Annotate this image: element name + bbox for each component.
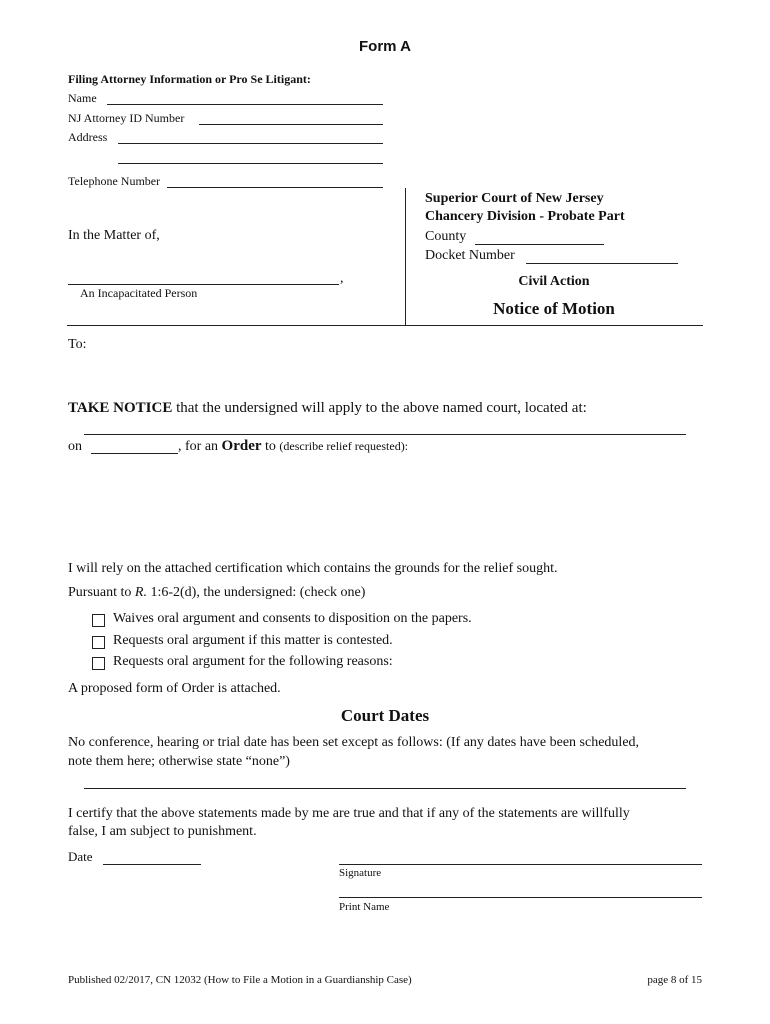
proposed-order-text: A proposed form of Order is attached. xyxy=(68,681,281,696)
option-reasons-label: Requests oral argument for the following reasons: xyxy=(113,654,393,669)
civil-action-label: Civil Action xyxy=(518,274,590,289)
court-dates-heading: Court Dates xyxy=(340,706,430,725)
option-waive-label: Waives oral argument and consents to disposition on the papers. xyxy=(113,611,472,626)
court-location-field[interactable] xyxy=(84,434,686,435)
waive-oral-argument-checkbox[interactable] xyxy=(92,614,105,627)
name-label: Name xyxy=(68,91,97,105)
take-notice-bold: TAKE NOTICE xyxy=(68,400,173,416)
document-title: Notice of Motion xyxy=(493,299,615,318)
name-field[interactable] xyxy=(107,104,383,105)
date-label: Date xyxy=(68,849,93,864)
motion-date-field[interactable] xyxy=(91,453,178,454)
person-comma: , xyxy=(340,271,344,286)
take-notice-rest: that the undersigned will apply to the above named court, located at: xyxy=(172,400,587,416)
request-oral-argument-contested-checkbox[interactable] xyxy=(92,636,105,649)
pursuant-suffix: 1:6-2(d), the undersigned: (check one) xyxy=(146,585,366,600)
attorney-id-field[interactable] xyxy=(199,124,383,125)
court-name: Superior Court of New Jersey xyxy=(425,191,604,206)
caption-bottom-rule xyxy=(67,325,703,326)
certify-text-line2: false, I am subject to punishment. xyxy=(68,824,257,839)
form-title: Form A xyxy=(359,38,411,55)
docket-label: Docket Number xyxy=(425,248,515,263)
incapacitated-person-label: An Incapacitated Person xyxy=(80,286,198,300)
person-name-field[interactable] xyxy=(68,284,339,285)
order-prefix: , for an xyxy=(178,439,222,454)
county-label: County xyxy=(425,229,467,244)
order-to: to xyxy=(261,439,280,454)
address-field-line1[interactable] xyxy=(118,143,383,144)
pursuant-rule: R. xyxy=(134,585,147,600)
county-field[interactable] xyxy=(475,244,604,245)
court-division: Chancery Division - Probate Part xyxy=(425,209,625,224)
telephone-label: Telephone Number xyxy=(68,174,161,188)
print-name-label: Print Name xyxy=(339,901,390,913)
matter-label: In the Matter of, xyxy=(68,228,160,243)
caption-divider xyxy=(405,188,406,325)
on-label: on xyxy=(68,439,82,454)
print-name-field[interactable] xyxy=(339,897,702,898)
filing-heading: Filing Attorney Information or Pro Se Litigant: xyxy=(68,72,311,86)
signature-label: Signature xyxy=(339,867,382,879)
option-contested-label: Requests oral argument if this matter is contested. xyxy=(113,633,393,648)
telephone-field[interactable] xyxy=(167,187,383,188)
attorney-id-label: NJ Attorney ID Number xyxy=(68,111,185,125)
court-dates-text-line1: No conference, hearing or trial date has been set except as follows: (If any dates have been scheduled, xyxy=(68,735,640,750)
order-bold: Order xyxy=(221,438,262,454)
court-dates-field[interactable] xyxy=(84,788,686,789)
pursuant-prefix: Pursuant to xyxy=(68,585,135,600)
docket-field[interactable] xyxy=(526,263,678,264)
date-field[interactable] xyxy=(103,864,201,865)
rely-text: I will rely on the attached certification which contains the grounds for the relief sought. xyxy=(68,561,558,576)
footer-published: Published 02/2017, CN 12032 (How to File a Motion in a Guardianship Case) xyxy=(68,974,412,986)
signature-field[interactable] xyxy=(339,864,702,865)
footer-page-number: page 8 of 15 xyxy=(647,974,702,986)
address-label: Address xyxy=(68,130,108,144)
court-dates-text-line2: note them here; otherwise state “none”) xyxy=(68,754,290,769)
take-notice-text xyxy=(68,400,587,417)
order-line xyxy=(178,438,408,455)
certify-text-line1: I certify that the above statements made by me are true and that if any of the statements are willfully xyxy=(68,806,630,821)
address-field-line2[interactable] xyxy=(118,163,383,164)
request-oral-argument-reasons-checkbox[interactable] xyxy=(92,657,105,670)
to-label: To: xyxy=(68,337,87,352)
pursuant-text xyxy=(68,585,365,601)
order-hint: (describe relief requested): xyxy=(279,439,409,453)
